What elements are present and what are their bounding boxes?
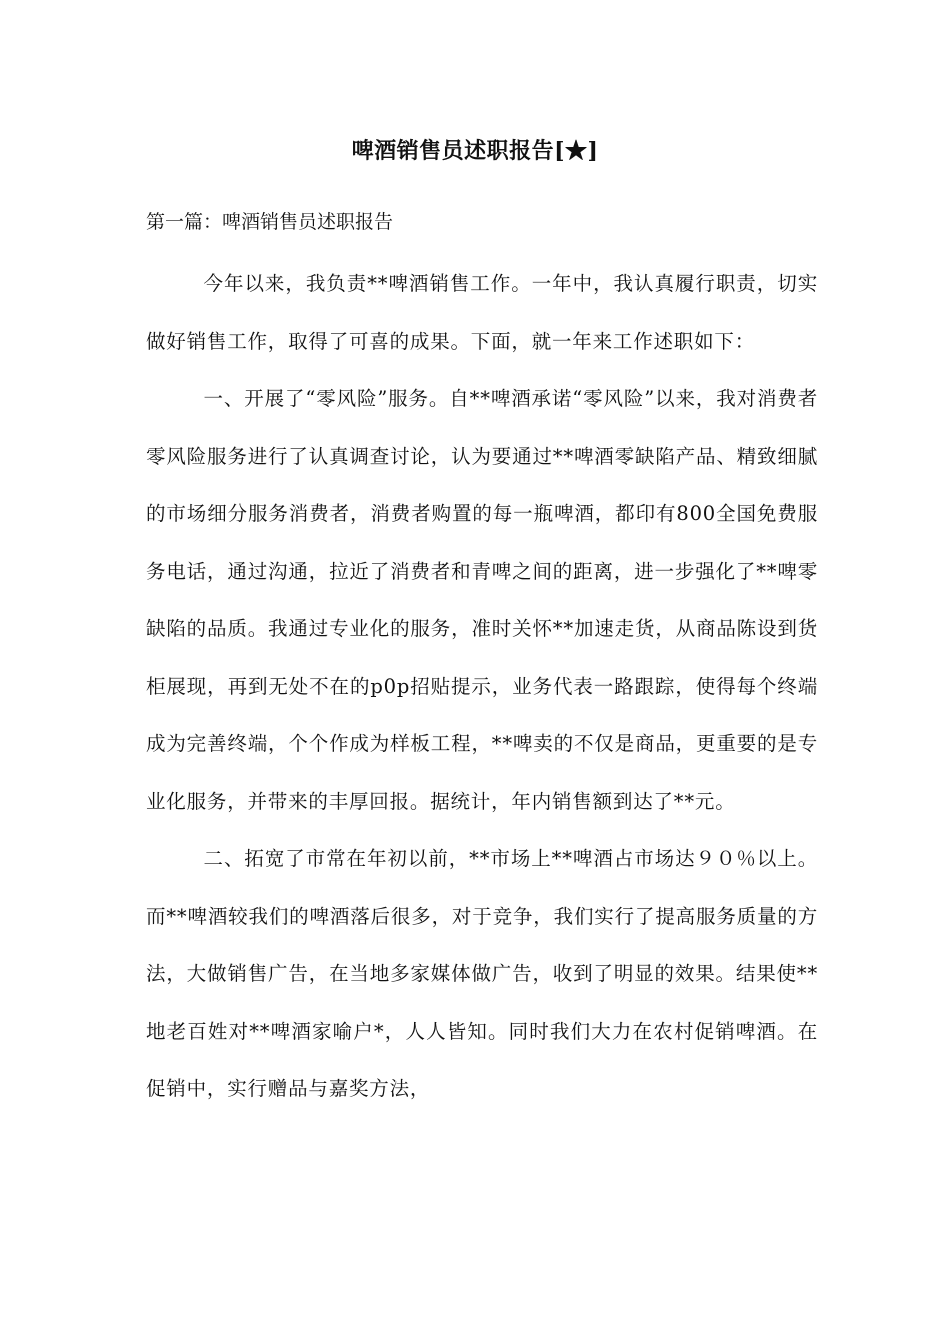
paragraph-intro: 今年以来，我负责**啤酒销售工作。一年中，我认真履行职责，切实做好销售工作，取得了可喜的成果。下面，就一年来工作述职如下：: [146, 272, 818, 353]
document-title: 啤酒销售员述职报告[★]: [351, 138, 599, 164]
document-body: [146, 255, 818, 1118]
paragraph-market-expansion: 二、拓宽了市常在年初以前，**市场上**啤酒占市场达９０％以上。而**啤酒较我们的啤酒落后很多，对于竞争，我们实行了提高服务质量的方法，大做销售广告，在当地多家媒体做广告，收到了明显的效果。结果使**地老百姓对**啤酒家喻户*，人人皆知。同时我们大力在农村促销啤酒。在促销中，实行赠品与嘉奖方法，: [146, 847, 818, 1100]
paragraph-zero-risk-service: 一、开展了“零风险”服务。自**啤酒承诺“零风险”以来，我对消费者零风险服务进行了认真调查讨论，认为要通过**啤酒零缺陷产品、精致细腻的市场细分服务消费者，消费者购置的每一瓶啤酒，都印有800全国免费服务电话，通过沟通，拉近了消费者和青啤之间的距离，进一步强化了**啤零缺陷的品质。我通过专业化的服务，准时关怀**加速走货，从商品陈设到货柜展现，再到无处不在的p0p招贴提示，业务代表一路跟踪，使得每个终端成为完善终端，个个作成为样板工程，**啤卖的不仅是商品，更重要的是专业化服务，并带来的丰厚回报。据统计，年内销售额到达了**元。: [146, 387, 818, 813]
section-heading: 第一篇：啤酒销售员述职报告: [146, 211, 394, 233]
